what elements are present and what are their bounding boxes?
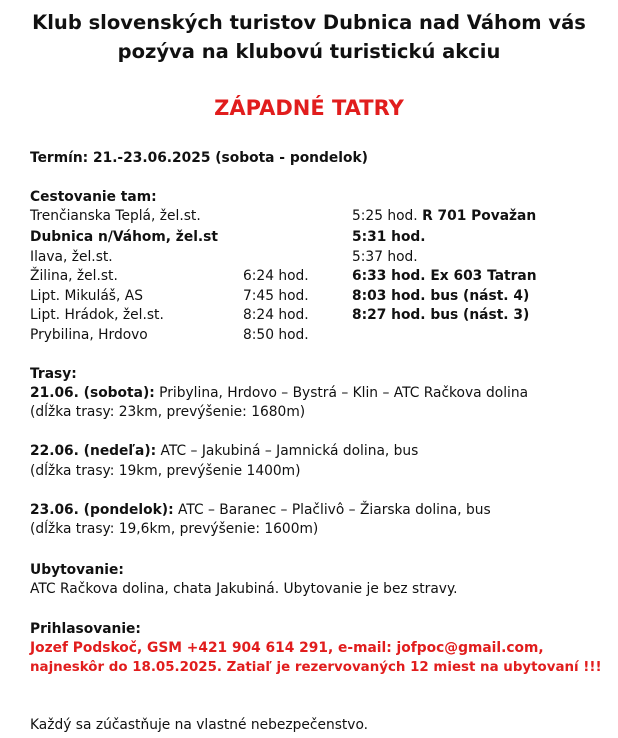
route-path: ATC – Jakubiná – Jamnická dolina, bus — [156, 443, 419, 459]
accommodation-text: ATC Račkova dolina, chata Jakubiná. Ubytovanie je bez stravy. — [30, 581, 458, 597]
accommodation-heading: Ubytovanie: — [30, 562, 124, 578]
route-item — [30, 385, 528, 401]
route-path: ATC – Baranec – Plačlivô – Žiarska dolina, bus — [173, 502, 491, 518]
travel-time-2: 6:33 hod. Ex 603 Tatran — [352, 268, 537, 284]
travel-place: Žilina, žel.st. — [30, 268, 118, 284]
route-detail: (dĺžka trasy: 19,6km, prevýšenie: 1600m) — [30, 521, 319, 537]
registration-deadline: najneskôr do 18.05.2025. Zatiaľ je rezervovaných 12 miest na ubytovaní !!! — [30, 660, 602, 675]
route-path: Pribylina, Hrdovo – Bystrá – Klin – ATC Račkova dolina — [154, 385, 529, 401]
registration-heading: Prihlasovanie: — [30, 621, 141, 637]
travel-place: Trenčianska Teplá, žel.st. — [30, 208, 201, 224]
route-day: 21.06. (sobota): — [30, 385, 155, 401]
travel-time — [352, 208, 536, 224]
title-line-2: pozýva na klubovú turistickú akciu — [117, 40, 501, 63]
route-detail: (dĺžka trasy: 23km, prevýšenie: 1680m) — [30, 404, 306, 420]
travel-time-1: 8:24 hod. — [243, 307, 309, 323]
disclaimer: Každý sa zúčastňuje na vlastné nebezpečenstvo. — [30, 717, 369, 733]
travel-time: 5:37 hod. — [352, 249, 418, 265]
travel-time-1: 8:50 hod. — [243, 327, 309, 343]
travel-time-1: 6:24 hod. — [243, 268, 309, 284]
travel-time-2: 8:27 hod. bus (nást. 3) — [352, 307, 530, 323]
term-line: Termín: 21.-23.06.2025 (sobota - pondelok) — [30, 150, 368, 166]
route-item — [30, 443, 418, 459]
travel-place: Lipt. Hrádok, žel.st. — [30, 307, 164, 323]
travel-place: Dubnica n/Váhom, žel.st — [30, 229, 218, 245]
registration-contact: Jozef Podskoč, GSM +421 904 614 291, e-mail: jofpoc@gmail.com, — [30, 640, 544, 656]
travel-place: Prybilina, Hrdovo — [30, 327, 148, 343]
time-value: 5:25 hod. — [352, 208, 418, 224]
travel-time-1: 7:45 hod. — [243, 288, 309, 304]
travel-time: 5:31 hod. — [352, 229, 426, 245]
routes-heading: Trasy: — [30, 366, 77, 382]
travel-place: Lipt. Mikuláš, AS — [30, 288, 143, 304]
travel-heading: Cestovanie tam: — [30, 189, 157, 205]
travel-place: Ilava, žel.st. — [30, 249, 113, 265]
train-name: R 701 Považan — [422, 208, 537, 224]
route-detail: (dĺžka trasy: 19km, prevýšenie 1400m) — [30, 463, 301, 479]
title-line-1: Klub slovenských turistov Dubnica nad Váhom vás — [32, 11, 586, 34]
route-day: 23.06. (pondelok): — [30, 502, 174, 518]
event-name: ZÁPADNÉ TATRY — [214, 96, 404, 120]
route-day: 22.06. (nedeľa): — [30, 443, 157, 459]
route-item — [30, 502, 491, 518]
travel-time-2: 8:03 hod. bus (nást. 4) — [352, 288, 530, 304]
